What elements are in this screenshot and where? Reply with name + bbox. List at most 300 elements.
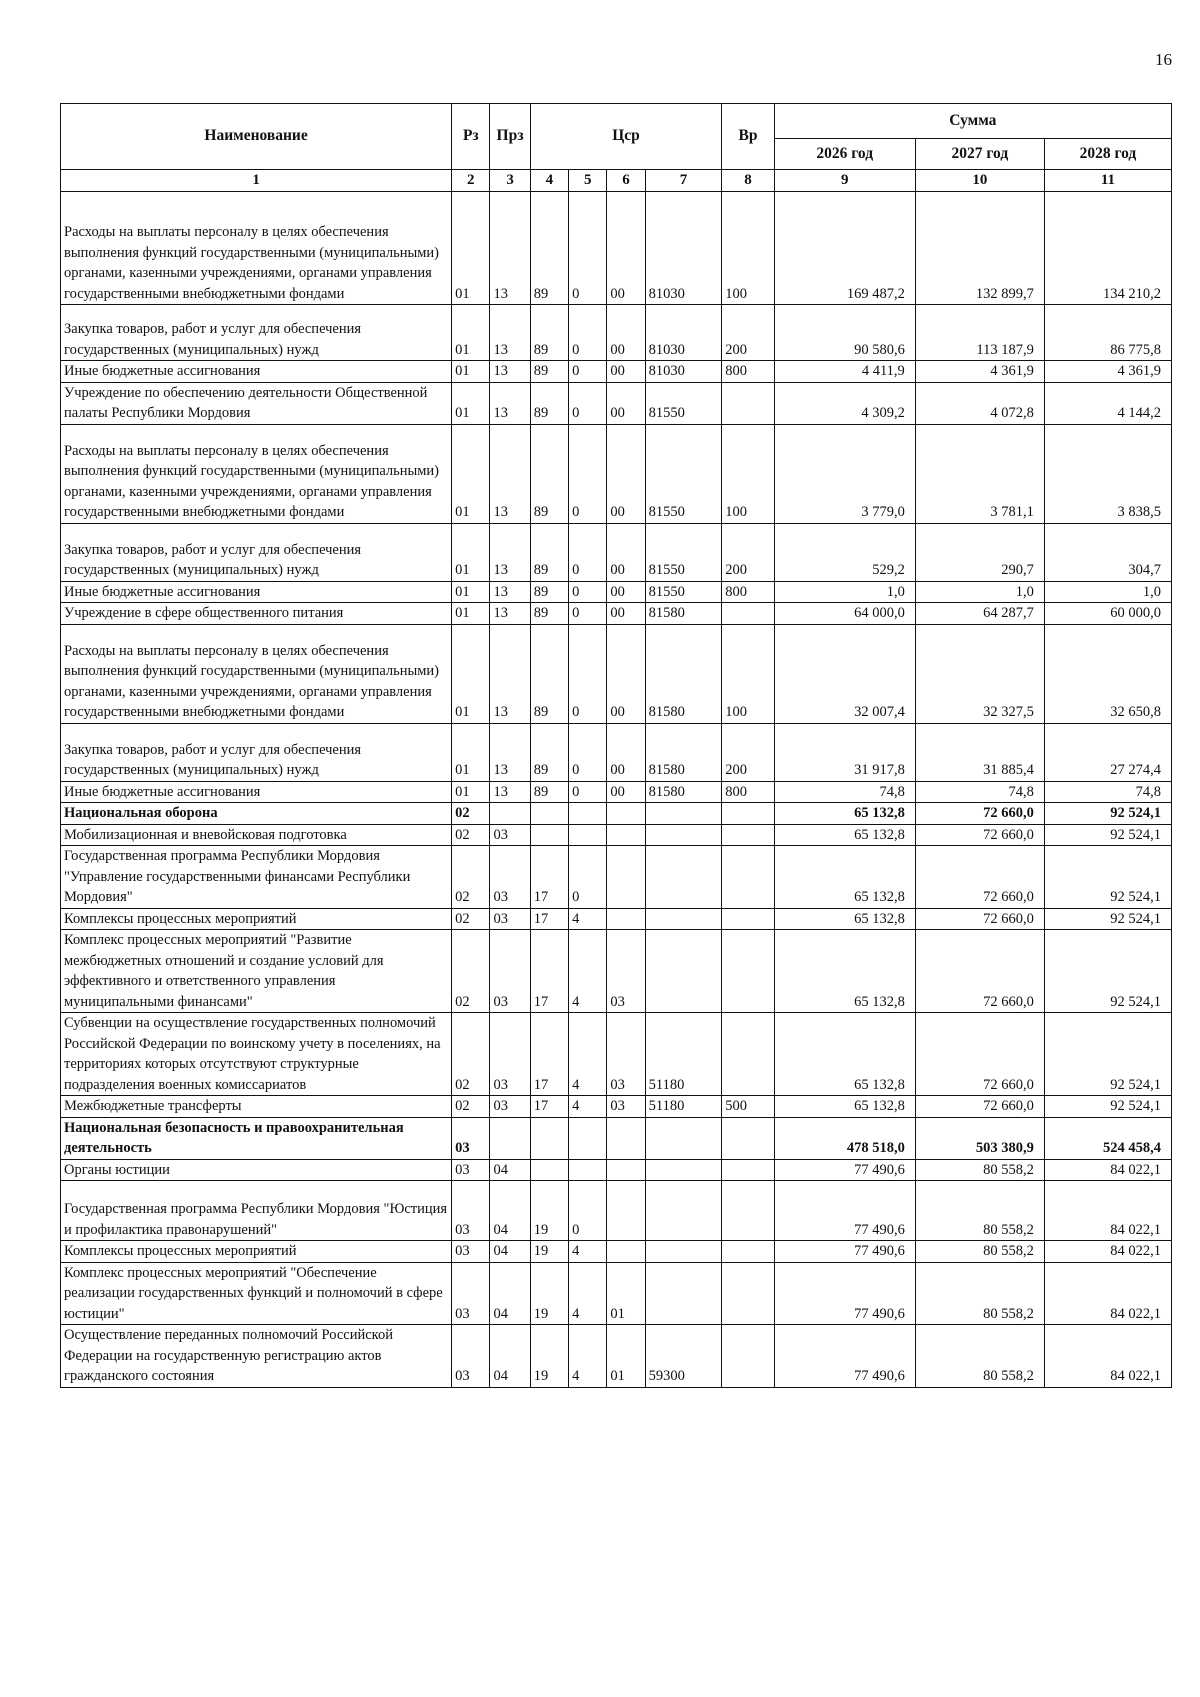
table-body [61,192,1172,1388]
cell-sum-2028: 86 775,8 [1044,305,1171,361]
col-number: 4 [530,170,568,192]
cell-sum-2026: 64 000,0 [774,603,915,625]
cell-name: Иные бюджетные ассигнования [61,581,452,603]
cell-sum-2027: 72 660,0 [915,846,1044,909]
cell-sum-2027: 64 287,7 [915,603,1044,625]
cell-sum-2026: 65 132,8 [774,824,915,846]
cell-csr-3: 00 [607,361,645,383]
cell-sum-2026: 77 490,6 [774,1325,915,1388]
cell-prz [490,1117,530,1159]
cell-csr-1: 89 [530,361,568,383]
cell-csr-2: 0 [569,624,607,723]
table-row [61,1159,1172,1181]
cell-csr-4 [645,1117,722,1159]
table-row [61,930,1172,1013]
cell-rz: 03 [452,1159,490,1181]
cell-prz: 13 [490,781,530,803]
cell-sum-2026: 77 490,6 [774,1262,915,1325]
cell-prz: 03 [490,930,530,1013]
cell-sum-2028: 92 524,1 [1044,930,1171,1013]
cell-sum-2026: 74,8 [774,781,915,803]
cell-rz: 02 [452,1013,490,1096]
cell-csr-1: 89 [530,424,568,523]
cell-csr-3 [607,1117,645,1159]
table-row [61,908,1172,930]
cell-vr [722,382,774,424]
cell-name: Расходы на выплаты персоналу в целях обеспечения выполнения функций государственными (муниципальными) органами, казенными учреждениями, органами управления государственными внебюджетными фондами [61,424,452,523]
cell-csr-4: 81550 [645,424,722,523]
cell-sum-2027: 113 187,9 [915,305,1044,361]
table-row [61,846,1172,909]
cell-prz: 13 [490,723,530,781]
cell-sum-2028: 92 524,1 [1044,846,1171,909]
cell-csr-2: 0 [569,846,607,909]
cell-csr-2 [569,1159,607,1181]
cell-prz: 04 [490,1159,530,1181]
cell-sum-2027: 72 660,0 [915,930,1044,1013]
cell-csr-3: 03 [607,930,645,1013]
cell-vr [722,1241,774,1263]
cell-csr-2: 4 [569,1241,607,1263]
page-number: 16 [1155,50,1172,69]
cell-sum-2027: 132 899,7 [915,192,1044,305]
cell-csr-3 [607,1159,645,1181]
cell-csr-1 [530,803,568,825]
cell-rz: 01 [452,361,490,383]
cell-sum-2028: 84 022,1 [1044,1325,1171,1388]
cell-sum-2027: 80 558,2 [915,1159,1044,1181]
cell-vr [722,1159,774,1181]
header-sum: Сумма [774,104,1171,139]
cell-csr-2: 4 [569,1096,607,1118]
cell-csr-4: 81550 [645,382,722,424]
cell-vr [722,1262,774,1325]
cell-sum-2026: 31 917,8 [774,723,915,781]
cell-csr-2: 0 [569,603,607,625]
cell-sum-2027: 503 380,9 [915,1117,1044,1159]
cell-sum-2026: 4 309,2 [774,382,915,424]
cell-csr-2: 0 [569,192,607,305]
cell-sum-2027: 72 660,0 [915,908,1044,930]
header-rz: Рз [452,104,490,170]
cell-sum-2026: 65 132,8 [774,930,915,1013]
cell-csr-2: 0 [569,305,607,361]
col-number: 6 [607,170,645,192]
cell-csr-3: 00 [607,624,645,723]
cell-csr-1: 89 [530,581,568,603]
col-number: 5 [569,170,607,192]
cell-csr-4: 81580 [645,781,722,803]
cell-name: Комплекс процессных мероприятий "Развитие межбюджетных отношений и создание условий для эффективного и ответственного управления муниципальными финансами" [61,930,452,1013]
cell-csr-4: 81030 [645,192,722,305]
cell-rz: 02 [452,846,490,909]
table-row [61,624,1172,723]
cell-prz: 13 [490,624,530,723]
cell-prz: 04 [490,1241,530,1263]
cell-csr-3: 03 [607,1096,645,1118]
cell-csr-2 [569,824,607,846]
cell-sum-2027: 80 558,2 [915,1262,1044,1325]
cell-sum-2027: 72 660,0 [915,1096,1044,1118]
table-row [61,723,1172,781]
cell-csr-3: 00 [607,523,645,581]
table-row [61,192,1172,305]
table-row [61,581,1172,603]
cell-prz: 03 [490,908,530,930]
cell-csr-3: 00 [607,382,645,424]
cell-rz: 03 [452,1181,490,1241]
cell-csr-2: 0 [569,382,607,424]
cell-csr-4 [645,930,722,1013]
cell-vr [722,603,774,625]
cell-csr-2: 0 [569,361,607,383]
table-row [61,523,1172,581]
cell-name: Осуществление переданных полномочий Российской Федерации на государственную регистрацию актов гражданского состояния [61,1325,452,1388]
cell-name: Государственная программа Республики Мордовия "Юстиция и профилактика правонарушений" [61,1181,452,1241]
cell-sum-2027: 80 558,2 [915,1325,1044,1388]
cell-csr-1: 89 [530,603,568,625]
cell-csr-4: 81030 [645,305,722,361]
cell-csr-4 [645,1241,722,1263]
cell-csr-4 [645,908,722,930]
cell-csr-2: 0 [569,1181,607,1241]
cell-csr-3 [607,1241,645,1263]
cell-sum-2027: 3 781,1 [915,424,1044,523]
cell-sum-2026: 77 490,6 [774,1159,915,1181]
cell-prz: 13 [490,424,530,523]
cell-prz: 13 [490,361,530,383]
cell-sum-2027: 1,0 [915,581,1044,603]
cell-name: Расходы на выплаты персоналу в целях обеспечения выполнения функций государственными (муниципальными) органами, казенными учреждениями, органами управления государственными внебюджетными фондами [61,192,452,305]
col-number: 10 [915,170,1044,192]
cell-sum-2028: 27 274,4 [1044,723,1171,781]
cell-csr-4 [645,803,722,825]
cell-prz: 03 [490,846,530,909]
cell-csr-3 [607,824,645,846]
cell-rz: 01 [452,781,490,803]
cell-vr: 100 [722,624,774,723]
header-vr: Вр [722,104,774,170]
cell-name: Субвенции на осуществление государственных полномочий Российской Федерации по воинскому учету в поселениях, на территориях которых отсутствуют структурные подразделения военных комиссариатов [61,1013,452,1096]
cell-csr-3: 00 [607,781,645,803]
cell-csr-2 [569,1117,607,1159]
cell-sum-2026: 4 411,9 [774,361,915,383]
cell-name: Национальная оборона [61,803,452,825]
cell-csr-1: 19 [530,1325,568,1388]
cell-name: Учреждение по обеспечению деятельности Общественной палаты Республики Мордовия [61,382,452,424]
cell-sum-2027: 80 558,2 [915,1241,1044,1263]
cell-vr: 500 [722,1096,774,1118]
cell-sum-2028: 3 838,5 [1044,424,1171,523]
cell-rz: 01 [452,305,490,361]
cell-vr: 200 [722,723,774,781]
cell-rz: 02 [452,908,490,930]
cell-csr-3: 00 [607,723,645,781]
cell-csr-3: 03 [607,1013,645,1096]
cell-vr [722,803,774,825]
cell-csr-2: 0 [569,424,607,523]
cell-name: Закупка товаров, работ и услуг для обеспечения государственных (муниципальных) нужд [61,723,452,781]
cell-csr-4: 81550 [645,523,722,581]
cell-sum-2028: 4 361,9 [1044,361,1171,383]
cell-vr [722,908,774,930]
table-row [61,1117,1172,1159]
cell-name: Комплексы процессных мероприятий [61,908,452,930]
cell-rz: 01 [452,723,490,781]
col-number: 8 [722,170,774,192]
cell-csr-3: 00 [607,424,645,523]
cell-csr-1: 89 [530,624,568,723]
header-name: Наименование [61,104,452,170]
cell-csr-4: 81580 [645,603,722,625]
cell-csr-4 [645,1181,722,1241]
cell-rz: 01 [452,624,490,723]
cell-csr-4: 81580 [645,624,722,723]
header-csr: Цср [530,104,722,170]
cell-rz: 01 [452,192,490,305]
cell-csr-4: 51180 [645,1096,722,1118]
cell-name: Иные бюджетные ассигнования [61,361,452,383]
cell-sum-2028: 92 524,1 [1044,803,1171,825]
cell-csr-1: 19 [530,1181,568,1241]
cell-sum-2028: 134 210,2 [1044,192,1171,305]
cell-sum-2028: 84 022,1 [1044,1159,1171,1181]
cell-prz: 13 [490,603,530,625]
cell-sum-2028: 84 022,1 [1044,1181,1171,1241]
col-number: 1 [61,170,452,192]
cell-vr: 200 [722,523,774,581]
cell-csr-1: 19 [530,1262,568,1325]
cell-vr: 200 [722,305,774,361]
col-number: 7 [645,170,722,192]
cell-csr-1: 17 [530,1013,568,1096]
cell-vr: 800 [722,781,774,803]
cell-prz: 04 [490,1262,530,1325]
cell-name: Национальная безопасность и правоохранительная деятельность [61,1117,452,1159]
cell-vr [722,846,774,909]
cell-rz: 03 [452,1117,490,1159]
cell-csr-3 [607,846,645,909]
cell-csr-1: 17 [530,1096,568,1118]
table-row [61,824,1172,846]
cell-csr-1: 89 [530,305,568,361]
cell-prz: 03 [490,824,530,846]
cell-sum-2026: 90 580,6 [774,305,915,361]
cell-csr-4: 59300 [645,1325,722,1388]
cell-csr-3 [607,1181,645,1241]
cell-sum-2026: 77 490,6 [774,1241,915,1263]
table-row [61,305,1172,361]
cell-sum-2028: 60 000,0 [1044,603,1171,625]
cell-csr-2: 4 [569,930,607,1013]
cell-sum-2028: 32 650,8 [1044,624,1171,723]
cell-name: Иные бюджетные ассигнования [61,781,452,803]
cell-vr [722,824,774,846]
cell-csr-3 [607,908,645,930]
cell-csr-2: 4 [569,1262,607,1325]
cell-prz [490,803,530,825]
cell-sum-2027: 74,8 [915,781,1044,803]
cell-csr-1 [530,824,568,846]
col-number: 9 [774,170,915,192]
cell-vr [722,1013,774,1096]
budget-table [60,103,1172,1388]
cell-name: Закупка товаров, работ и услуг для обеспечения государственных (муниципальных) нужд [61,523,452,581]
cell-csr-3: 00 [607,192,645,305]
cell-prz: 03 [490,1096,530,1118]
cell-csr-1: 89 [530,382,568,424]
cell-csr-2: 4 [569,908,607,930]
cell-csr-2: 4 [569,1013,607,1096]
cell-sum-2027: 4 072,8 [915,382,1044,424]
cell-sum-2028: 74,8 [1044,781,1171,803]
cell-csr-4 [645,1159,722,1181]
cell-name: Учреждение в сфере общественного питания [61,603,452,625]
cell-rz: 01 [452,424,490,523]
cell-prz: 13 [490,305,530,361]
cell-csr-1: 17 [530,846,568,909]
cell-sum-2028: 84 022,1 [1044,1241,1171,1263]
cell-csr-2: 0 [569,723,607,781]
cell-rz: 02 [452,1096,490,1118]
cell-csr-4: 81550 [645,581,722,603]
cell-name: Комплексы процессных мероприятий [61,1241,452,1263]
cell-sum-2026: 65 132,8 [774,1096,915,1118]
cell-sum-2027: 80 558,2 [915,1181,1044,1241]
cell-name: Государственная программа Республики Мордовия "Управление государственными финансами Республики Мордовия" [61,846,452,909]
cell-name: Закупка товаров, работ и услуг для обеспечения государственных (муниципальных) нужд [61,305,452,361]
cell-sum-2027: 290,7 [915,523,1044,581]
cell-sum-2028: 304,7 [1044,523,1171,581]
cell-vr [722,1117,774,1159]
cell-csr-1: 17 [530,930,568,1013]
cell-prz: 04 [490,1181,530,1241]
cell-name: Межбюджетные трансферты [61,1096,452,1118]
cell-csr-3: 00 [607,603,645,625]
cell-vr: 100 [722,424,774,523]
cell-sum-2026: 529,2 [774,523,915,581]
cell-rz: 02 [452,803,490,825]
table-row [61,603,1172,625]
table-row [61,361,1172,383]
cell-sum-2026: 65 132,8 [774,803,915,825]
cell-sum-2026: 478 518,0 [774,1117,915,1159]
cell-sum-2026: 65 132,8 [774,908,915,930]
cell-prz: 13 [490,192,530,305]
cell-rz: 01 [452,523,490,581]
cell-rz: 03 [452,1262,490,1325]
cell-sum-2026: 3 779,0 [774,424,915,523]
cell-sum-2028: 524 458,4 [1044,1117,1171,1159]
cell-sum-2026: 65 132,8 [774,1013,915,1096]
table-row [61,1241,1172,1263]
cell-csr-1: 89 [530,781,568,803]
table-row [61,382,1172,424]
table-row [61,781,1172,803]
cell-prz: 13 [490,581,530,603]
cell-vr: 100 [722,192,774,305]
cell-vr [722,1325,774,1388]
cell-sum-2028: 92 524,1 [1044,908,1171,930]
cell-csr-4 [645,824,722,846]
cell-sum-2028: 92 524,1 [1044,1013,1171,1096]
cell-rz: 03 [452,1241,490,1263]
cell-csr-1: 89 [530,723,568,781]
cell-csr-2: 0 [569,781,607,803]
cell-csr-2: 0 [569,581,607,603]
cell-rz: 01 [452,382,490,424]
cell-csr-2: 4 [569,1325,607,1388]
cell-csr-4: 81580 [645,723,722,781]
cell-csr-4: 51180 [645,1013,722,1096]
cell-csr-1 [530,1159,568,1181]
table-row [61,1013,1172,1096]
cell-csr-1: 17 [530,908,568,930]
cell-name: Мобилизационная и вневойсковая подготовка [61,824,452,846]
cell-prz: 04 [490,1325,530,1388]
cell-sum-2028: 1,0 [1044,581,1171,603]
cell-rz: 03 [452,1325,490,1388]
cell-csr-3 [607,803,645,825]
cell-csr-3: 00 [607,305,645,361]
header-year-2028: 2028 год [1044,139,1171,170]
table-row [61,1181,1172,1241]
header-prz: Прз [490,104,530,170]
cell-vr: 800 [722,581,774,603]
cell-csr-4 [645,1262,722,1325]
col-number: 3 [490,170,530,192]
cell-csr-4: 81030 [645,361,722,383]
cell-sum-2026: 169 487,2 [774,192,915,305]
cell-prz: 13 [490,382,530,424]
cell-sum-2027: 72 660,0 [915,824,1044,846]
cell-sum-2027: 4 361,9 [915,361,1044,383]
cell-name: Расходы на выплаты персоналу в целях обеспечения выполнения функций государственными (муниципальными) органами, казенными учреждениями, органами управления государственными внебюджетными фондами [61,624,452,723]
cell-sum-2027: 32 327,5 [915,624,1044,723]
cell-sum-2028: 92 524,1 [1044,1096,1171,1118]
table-row [61,1325,1172,1388]
cell-csr-2: 0 [569,523,607,581]
cell-sum-2027: 72 660,0 [915,1013,1044,1096]
cell-sum-2026: 32 007,4 [774,624,915,723]
cell-sum-2027: 31 885,4 [915,723,1044,781]
cell-name: Органы юстиции [61,1159,452,1181]
cell-sum-2026: 65 132,8 [774,846,915,909]
cell-vr [722,1181,774,1241]
cell-name: Комплекс процессных мероприятий "Обеспечение реализации государственных функций и полномочий в сфере юстиции" [61,1262,452,1325]
cell-sum-2028: 92 524,1 [1044,824,1171,846]
cell-rz: 02 [452,930,490,1013]
table-row [61,1096,1172,1118]
cell-sum-2026: 1,0 [774,581,915,603]
cell-sum-2026: 77 490,6 [774,1181,915,1241]
cell-rz: 01 [452,603,490,625]
cell-csr-3: 01 [607,1325,645,1388]
header-year-2027: 2027 год [915,139,1044,170]
cell-rz: 02 [452,824,490,846]
table-row [61,803,1172,825]
header-year-2026: 2026 год [774,139,915,170]
cell-csr-3: 01 [607,1262,645,1325]
cell-csr-2 [569,803,607,825]
cell-csr-1 [530,1117,568,1159]
cell-vr [722,930,774,1013]
cell-csr-4 [645,846,722,909]
cell-rz: 01 [452,581,490,603]
col-number: 11 [1044,170,1171,192]
table-row [61,1262,1172,1325]
cell-csr-1: 89 [530,192,568,305]
